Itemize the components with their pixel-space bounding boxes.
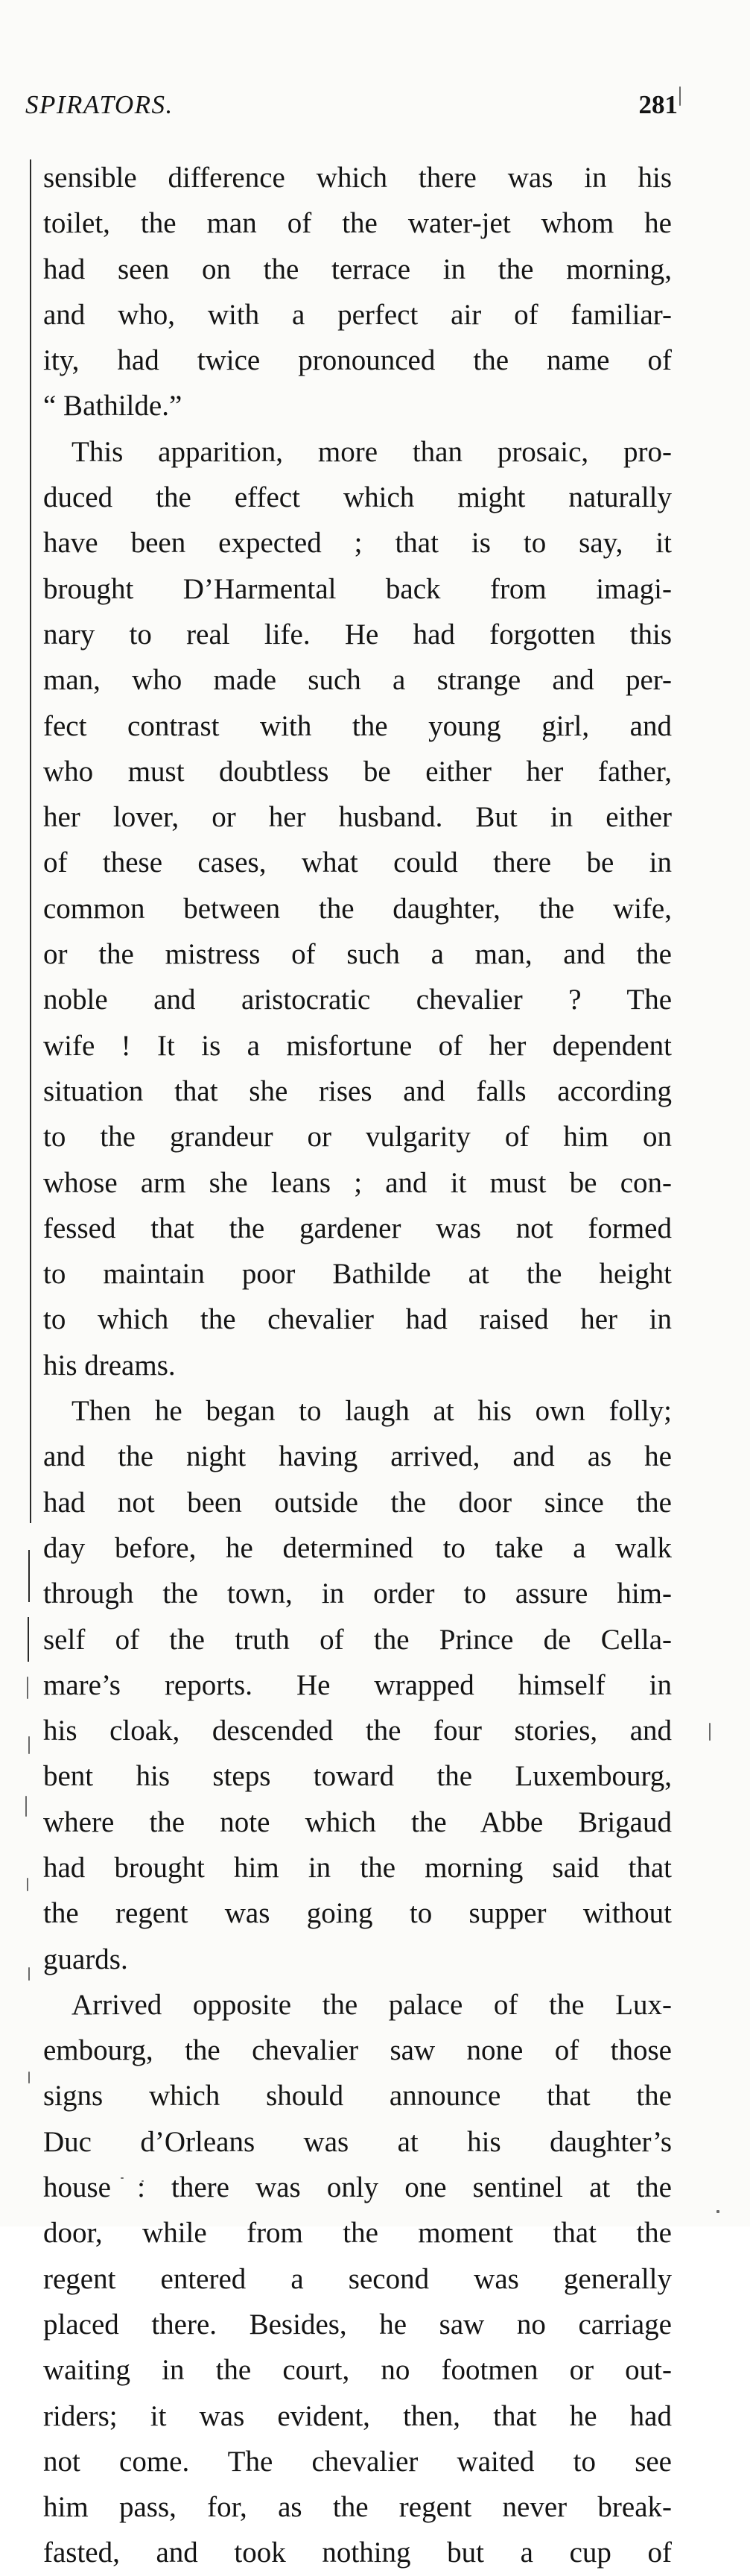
text-line: ity, had twice pronounced the name of [43,344,672,377]
text-line: duced the effect which might naturally [43,481,672,514]
scan-speck [709,1723,711,1741]
text-line: embourg, the chevalier saw none of those [43,2034,672,2067]
page-number: 281 [638,90,678,119]
text-line: of these cases, what could there be in [43,846,672,879]
text-line: fessed that the gardener was not formed [43,1212,672,1244]
text-line: house : there was only one sentinel at the [43,2171,672,2204]
running-header [25,86,678,124]
text-line: toilet, the man of the water-jet whom he [43,207,672,240]
text-line: placed there. Besides, he saw no carriage [43,2308,672,2341]
margin-rule [30,159,31,1523]
text-line: him pass, for, as the regent never break- [43,2491,672,2524]
text-line: his cloak, descended the four stories, and [43,1715,672,1747]
text-line: brought D’Harmental back from imagi- [43,572,672,605]
text-line: signs which should announce that the [43,2080,672,2113]
text-line: have been expected ; that is to say, it [43,527,672,560]
scan-speck [28,1736,30,1754]
running-title: SPIRATORS. [25,90,174,119]
scan-speck [27,1677,28,1699]
text-line: Then he began to laugh at his own folly; [71,1395,672,1428]
text-line: not come. The chevalier waited to see [43,2445,672,2478]
text-line: and the night having arrived, and as he [43,1440,672,1473]
text-line: fasted, and took nothing but a cup of [43,2537,672,2569]
text-line: fect contrast with the young girl, and [43,709,672,742]
text-line: guards. [43,1943,128,1975]
text-line: had not been outside the door since the [43,1486,672,1519]
text-line: situation that she rises and falls according [43,1075,672,1107]
scan-speck [28,2072,30,2083]
text-line: Arrived opposite the palace of the Lux- [71,1988,672,2021]
body-text [43,155,672,2576]
text-line: to which the chevalier had raised her in [43,1303,672,1336]
paragraph-2 [43,429,672,1388]
margin-rule-fragment [28,1550,30,1602]
margin-rule-fragment [28,1617,29,1662]
paragraph-4 [43,1982,672,2576]
scan-speck [27,1878,28,1891]
text-line: riders; it was evident, then, that he had [43,2399,672,2432]
text-line: nary to real life. He had forgotten this [43,618,672,651]
scan-speck [716,2210,719,2213]
text-line: had seen on the terrace in the morning, [43,253,672,285]
text-line: waiting in the court, no footmen or out- [43,2354,672,2387]
text-line: sensible difference which there was in his [43,162,672,194]
text-line: self of the truth of the Prince de Cella- [43,1623,672,1656]
text-line: noble and aristocratic chevalier ? The [43,984,672,1016]
scan-speck [28,1967,30,1981]
text-line: whose arm she leans ; and it must be con- [43,1166,672,1199]
text-line: had brought him in the morning said that [43,1851,672,1884]
text-line: “ Bathilde.” [43,390,182,423]
text-line: Duc d’Orleans was at his daughter’s [43,2125,672,2158]
paragraph-3 [43,1388,672,1982]
text-line: day before, he determined to take a walk [43,1531,672,1564]
text-line: bent his steps toward the Luxembourg, [43,1760,672,1793]
text-line: or the mistress of such a man, and the [43,938,672,971]
text-line: and who, with a perfect air of familiar- [43,298,672,331]
text-line: This apparition, more than prosaic, pro- [71,435,672,468]
paragraph-1 [43,155,672,429]
scan-speck [679,86,681,106]
text-line: man, who made such a strange and per- [43,664,672,697]
text-line: the regent was going to supper without [43,1897,672,1930]
text-line: common between the daughter, the wife, [43,892,672,925]
scan-speck [25,1796,27,1817]
text-line: door, while from the moment that the [43,2217,672,2250]
text-line: regent entered a second was generally [43,2262,672,2295]
text-line: mare’s reports. He wrapped himself in [43,1668,672,1701]
text-line: to maintain poor Bathilde at the height [43,1258,672,1291]
text-line: his dreams. [43,1349,176,1382]
text-line: her lover, or her husband. But in either [43,801,672,834]
text-line: where the note which the Abbe Brigaud [43,1806,672,1838]
text-line: to the grandeur or vulgarity of him on [43,1121,672,1153]
text-line: who must doubtless be either her father, [43,755,672,788]
text-line: wife ! It is a misfortune of her dependent [43,1029,672,1062]
text-line: through the town, in order to assure him- [43,1577,672,1610]
